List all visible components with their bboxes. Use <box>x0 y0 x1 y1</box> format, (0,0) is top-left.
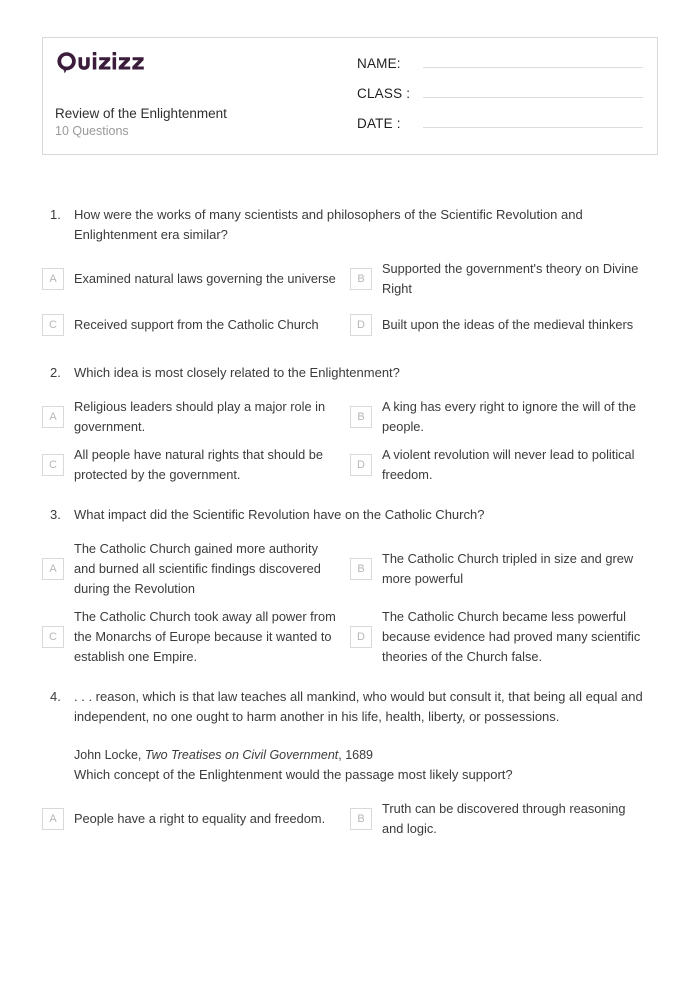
question-item <box>42 687 658 843</box>
question-item <box>42 205 658 347</box>
option-letter-badge: D <box>350 314 372 336</box>
date-field-input[interactable] <box>423 112 643 128</box>
question-passage-text: . . . reason, which is that law teaches all mankind, who would but consult it, that being all equal and independent, no one ought to harm another in his life, health, liberty, or possessions. <box>74 689 643 724</box>
header-left-panel <box>43 38 343 154</box>
option-text: Examined natural laws governing the universe <box>74 271 336 286</box>
quiz-title: Review of the Enlightenment <box>55 106 227 121</box>
quiz-meta <box>55 105 227 140</box>
name-field-label: NAME: <box>357 56 401 71</box>
option-text: The Catholic Church took away all power from the Monarchs of Europe because it wanted to establish one Empire. <box>74 609 336 664</box>
option-letter-badge: C <box>42 626 64 648</box>
answer-option[interactable] <box>350 393 658 441</box>
option-text: The Catholic Church gained more authority and burned all scientific findings discovered during the Revolution <box>74 541 321 596</box>
option-text: The Catholic Church became less powerful because evidence had proved many scientific theories of the Church false. <box>382 609 641 664</box>
citation-author: John Locke, <box>74 748 145 762</box>
question-text: Which idea is most closely related to the Enlightenment? <box>74 365 400 380</box>
question-number: 4. <box>50 689 61 704</box>
option-letter-badge: B <box>350 268 372 290</box>
quizizz-logo-icon <box>55 51 151 75</box>
date-field-row <box>357 112 643 142</box>
option-text: People have a right to equality and freedom. <box>74 811 326 826</box>
class-field-label: CLASS : <box>357 86 411 101</box>
option-text: All people have natural rights that should be protected by the government. <box>74 447 323 482</box>
questions-list <box>42 205 658 859</box>
quizizz-logo <box>55 50 343 76</box>
answer-option[interactable] <box>350 603 658 671</box>
name-field-row <box>357 52 643 82</box>
answer-option[interactable] <box>42 303 350 347</box>
option-letter-badge: A <box>42 268 64 290</box>
option-letter-badge: A <box>42 558 64 580</box>
option-letter-badge: B <box>350 558 372 580</box>
option-letter-badge: B <box>350 406 372 428</box>
question-number: 1. <box>50 207 61 222</box>
answer-option[interactable] <box>42 441 350 489</box>
question-heading <box>42 505 658 525</box>
option-text: Built upon the ideas of the medieval thinkers <box>382 317 634 332</box>
answer-option[interactable] <box>350 795 658 843</box>
class-field-row <box>357 82 643 112</box>
answer-option[interactable] <box>42 393 350 441</box>
option-letter-badge: A <box>42 406 64 428</box>
answer-options <box>42 393 658 489</box>
name-field-input[interactable] <box>423 52 643 68</box>
option-letter-badge: C <box>42 454 64 476</box>
answer-option[interactable] <box>42 795 350 843</box>
question-number: 2. <box>50 365 61 380</box>
answer-option[interactable] <box>350 303 658 347</box>
date-field-label: DATE : <box>357 116 401 131</box>
option-letter-badge: A <box>42 808 64 830</box>
quiz-question-count: 10 Questions <box>55 124 129 138</box>
passage-citation <box>74 745 658 765</box>
question-heading <box>42 687 658 785</box>
answer-option[interactable] <box>350 255 658 303</box>
answer-options <box>42 795 658 843</box>
question-number: 3. <box>50 507 61 522</box>
option-text: A king has every right to ignore the will of the people. <box>382 399 636 434</box>
question-passage <box>74 687 658 785</box>
option-text: A violent revolution will never lead to political freedom. <box>382 447 635 482</box>
answer-options <box>42 255 658 347</box>
option-letter-badge: D <box>350 454 372 476</box>
question-heading <box>42 363 658 383</box>
answer-option[interactable] <box>42 603 350 671</box>
option-text: Truth can be discovered through reasoning and logic. <box>382 801 626 836</box>
option-text: Religious leaders should play a major role in government. <box>74 399 326 434</box>
question-text: How were the works of many scientists and philosophers of the Scientific Revolution and Enlightenment era similar? <box>74 207 583 242</box>
answer-option[interactable] <box>350 535 658 603</box>
class-field-input[interactable] <box>423 82 643 98</box>
option-letter-badge: D <box>350 626 372 648</box>
question-item <box>42 505 658 671</box>
option-letter-badge: C <box>42 314 64 336</box>
option-text: The Catholic Church tripled in size and grew more powerful <box>382 551 634 586</box>
worksheet-header-card <box>42 37 658 155</box>
student-info-fields <box>343 38 657 154</box>
question-item <box>42 363 658 489</box>
question-heading <box>42 205 658 245</box>
citation-year: , 1689 <box>338 748 374 762</box>
option-text: Supported the government's theory on Divine Right <box>382 261 639 296</box>
answer-options <box>42 535 658 671</box>
answer-option[interactable] <box>42 255 350 303</box>
option-text: Received support from the Catholic Church <box>74 317 319 332</box>
option-letter-badge: B <box>350 808 372 830</box>
citation-title: Two Treatises on Civil Government <box>144 748 339 762</box>
question-text: What impact did the Scientific Revolution have on the Catholic Church? <box>74 507 485 522</box>
question-followup-text: Which concept of the Enlightenment would the passage most likely support? <box>74 767 513 782</box>
answer-option[interactable] <box>350 441 658 489</box>
answer-option[interactable] <box>42 535 350 603</box>
